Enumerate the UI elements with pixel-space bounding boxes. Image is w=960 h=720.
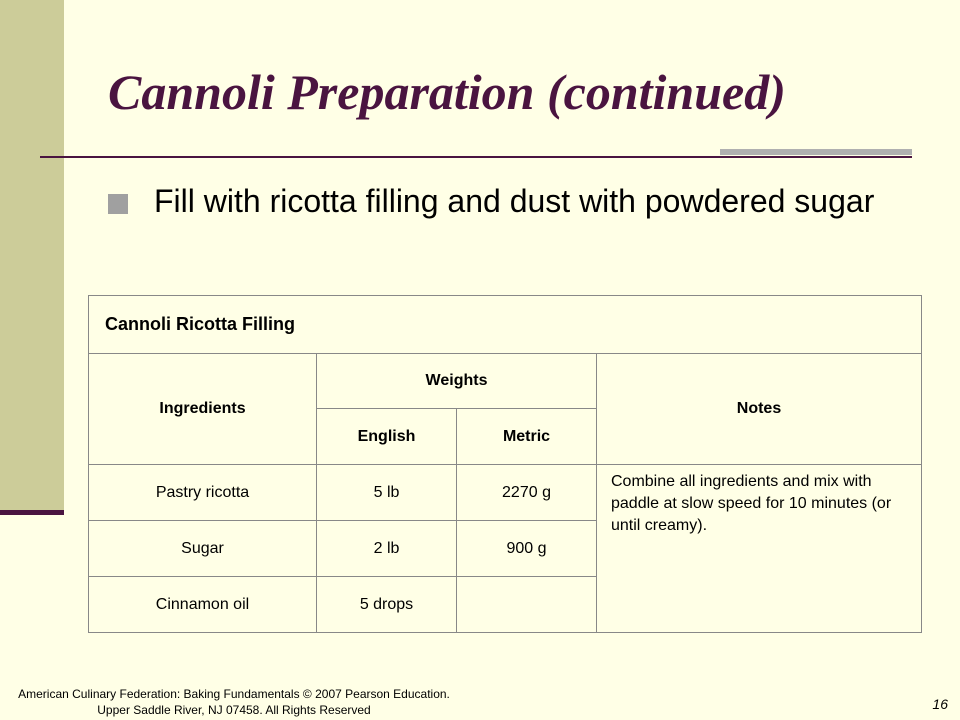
header-english: English	[317, 409, 457, 465]
footer-credit: American Culinary Federation: Baking Fundamentals © 2007 Pearson Education. Upper Saddle River, NJ 07458. All Rights Reserved	[18, 687, 450, 717]
header-weights: Weights	[317, 354, 597, 409]
english-weight-cell: 5 drops	[317, 577, 457, 633]
recipe-table	[88, 295, 922, 633]
ingredient-cell: Cinnamon oil	[89, 577, 317, 633]
english-weight-cell: 5 lb	[317, 465, 457, 521]
side-decor-bar	[0, 0, 64, 510]
notes-cell: Combine all ingredients and mix with paddle at slow speed for 10 minutes (or until creamy).	[597, 465, 922, 633]
bullet-square-icon	[108, 194, 128, 214]
header-metric: Metric	[457, 409, 597, 465]
table-caption: Cannoli Ricotta Filling	[89, 296, 922, 354]
table-header-row	[89, 354, 922, 409]
title-divider	[40, 156, 912, 158]
metric-weight-cell: 2270 g	[457, 465, 597, 521]
header-notes: Notes	[597, 354, 922, 465]
side-decor-bar-base	[0, 510, 64, 515]
metric-weight-cell: 900 g	[457, 521, 597, 577]
bullet-text: Fill with ricotta filling and dust with powdered sugar	[154, 183, 875, 219]
metric-weight-cell	[457, 577, 597, 633]
table-caption-row	[89, 296, 922, 354]
title-divider-accent	[720, 149, 912, 155]
page-number: 16	[932, 696, 948, 712]
ingredient-cell: Pastry ricotta	[89, 465, 317, 521]
slide-title: Cannoli Preparation (continued)	[108, 64, 786, 120]
header-ingredients: Ingredients	[89, 354, 317, 465]
english-weight-cell: 2 lb	[317, 521, 457, 577]
ingredient-cell: Sugar	[89, 521, 317, 577]
table-row	[89, 465, 922, 521]
